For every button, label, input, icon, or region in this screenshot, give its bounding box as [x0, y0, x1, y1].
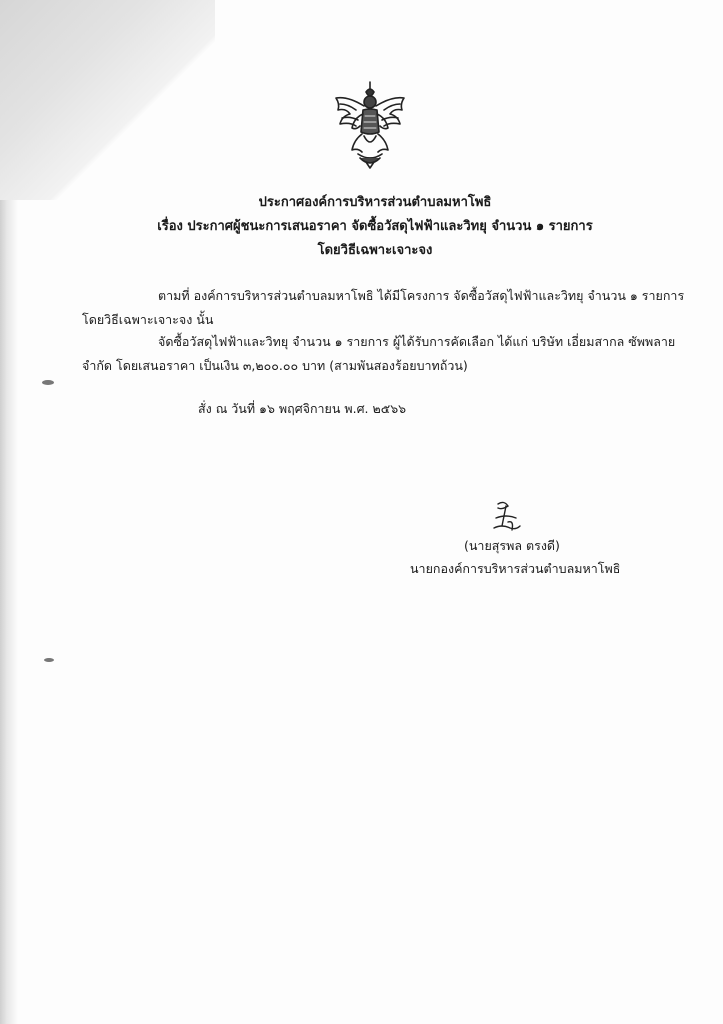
paragraph1-line1: ตามที่ องค์การบริหารส่วนตำบลมหาโพธิ ได้มีโครงการ จัดซื้อวัสดุไฟฟ้าและวิทยุ จำนวน ๑ รายการ [158, 288, 685, 303]
document-heading [150, 191, 600, 263]
paragraph2-line2: จำกัด โดยเสนอราคา เป็นเงิน ๓,๒๐๐.๐๐ บาท (สามพันสองร้อยบาทถ้วน) [82, 358, 468, 373]
heading-line-method: โดยวิธีเฉพาะเจาะจง [317, 243, 433, 258]
folded-corner-shadow [0, 0, 215, 200]
paragraph2-line1: จัดซื้อวัสดุไฟฟ้าและวิทยุ จำนวน ๑ รายการ ผู้ได้รับการคัดเลือก ได้แก่ บริษัท เอี่ยมสากล ซัพพลาย [158, 334, 676, 349]
heading-line-subject: เรื่อง ประกาศผู้ชนะการเสนอราคา จัดซื้อวัสดุไฟฟ้าและวิทยุ จำนวน ๑ รายการ [157, 219, 593, 234]
heading-line-organization: ประกาศองค์การบริหารส่วนตำบลมหาโพธิ [258, 195, 492, 210]
signatory-name: (นายสุรพล ตรงดี) [464, 538, 560, 553]
handwritten-signature [488, 498, 524, 536]
scan-speck [44, 658, 54, 662]
paragraph1-line2: โดยวิธีเฉพาะเจาะจง นั้น [82, 312, 214, 327]
scan-speck [42, 380, 54, 385]
garuda-emblem-icon [330, 78, 410, 170]
issue-date-line: สั่ง ณ วันที่ ๑๖ พฤศจิกายน พ.ศ. ๒๕๖๖ [198, 401, 407, 416]
signatory-position: นายกองค์การบริหารส่วนตำบลมหาโพธิ [410, 561, 621, 576]
